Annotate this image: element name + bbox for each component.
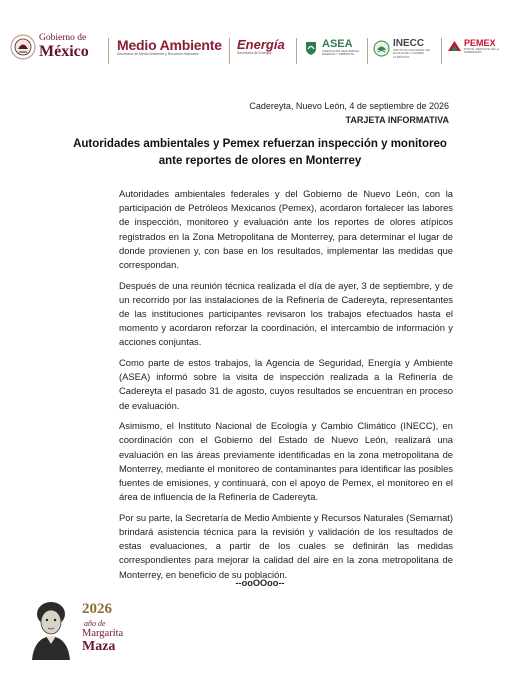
place-date: Cadereyta, Nuevo León, 4 de septiembre de 2026: [249, 101, 449, 111]
gobierno-line2: México: [39, 42, 89, 60]
footer-year: 2026: [82, 601, 112, 617]
energia-subtitle: Secretaría de Energía: [237, 51, 272, 55]
document-body: [119, 187, 453, 588]
inecc-subtitle: INSTITUTO NACIONAL DE ECOLOGÍA Y CAMBIO CLIMÁTICO: [393, 48, 430, 59]
medio-ambiente-logo: [117, 37, 222, 57]
pemex-subtitle: POR EL RESCATE DE LA SOBERANÍA: [464, 47, 500, 55]
paragraph: Como parte de estos trabajos, la Agencia de Seguridad, Energía y Ambiente (ASEA) informó sobre la visita de inspección realizada a la Refinería de Cadereyta el pasado 31 de agosto, cuyos resultados se encuentran en proceso de evaluación.: [119, 357, 453, 411]
portrait-icon: [24, 598, 78, 660]
pemex-title: PEMEX: [464, 38, 496, 48]
asea-emblem-icon: [303, 40, 319, 56]
asea-logo: [303, 39, 370, 57]
footer-emblem: [24, 598, 184, 660]
divider: [441, 38, 442, 64]
paragraph: Por su parte, la Secretaría de Medio Ambiente y Recursos Naturales (Semarnat) brindará asistencia técnica para la revisión y validación de los resultados de estas evaluaciones, a partir de los cuales se definirán las medidas correspondientes para mejorar la calidad del aire en la zona metropolitana de Monterrey, en beneficio de su población.: [119, 511, 454, 580]
document-type: TARJETA INFORMATIVA: [345, 115, 449, 125]
document-meta: [249, 99, 449, 127]
inecc-title: INECC: [393, 38, 425, 49]
gobierno-line1: Gobierno de: [39, 33, 87, 44]
footer-name-line2: Maza: [82, 639, 116, 654]
energia-logo: [237, 37, 285, 56]
pemex-logo: [447, 39, 508, 55]
divider: [229, 38, 230, 64]
closing-mark: --ooOOoo--: [235, 578, 285, 588]
inecc-globe-icon: [373, 40, 390, 57]
header-logos: [0, 0, 519, 70]
footer-of: año de: [84, 619, 106, 628]
pemex-eagle-icon: [447, 39, 462, 54]
energia-title: Energía: [237, 37, 285, 52]
divider: [367, 38, 368, 64]
asea-subtitle: AGENCIA DE SEGURIDAD, ENERGÍA Y AMBIENTE: [322, 49, 360, 57]
medio-ambiente-subtitle: Secretaría de Medio Ambiente y Recursos Naturales: [117, 52, 199, 56]
asea-title: ASEA: [322, 38, 353, 50]
paragraph: Autoridades ambientales federales y del Gobierno de Nuevo León, con la participación de Petróleos Mexicanos (Pemex), acordaron fortalecer las labores de inspección, monitoreo y evaluación ante los reportes de olores atípicos registrados en la Zona Metropolitana de Monterrey, para determinar el lugar de donde provienen y, con base en los resultados, implementar las medidas que correspondan.: [119, 188, 453, 271]
gobierno-de-mexico-logo: [10, 34, 89, 60]
medio-ambiente-title: Medio Ambiente: [117, 37, 222, 53]
footer-name-line1: Margarita: [82, 628, 124, 639]
paragraph: Asimismo, el Instituto Nacional de Ecología y Cambio Climático (INECC), en coordinación con el Gobierno del Estado de Nuevo León, realizará una evaluación en las áreas previamente identificadas en la zona metropolitana de Monterrey, mediante el monitoreo de contaminantes para identificar las posibles fuentes de emisiones, y continuará, con el apoyo de Pemex, el monitoreo en el área de influencia de la Refinería de Cadereyta.: [119, 420, 453, 503]
paragraph: Después de una reunión técnica realizada el día de ayer, 3 de septiembre, y de un recorrido por las instalaciones de la Refinería de Cadereyta, representantes de las instituciones participantes revisaron los trabajos efectuados hasta el momento y acordaron reforzar la coordinación, el intercambio de información y acciones conjuntas.: [119, 279, 453, 348]
divider: [108, 38, 109, 64]
document-title: Autoridades ambientales y Pemex refuerzan inspección y monitoreo ante reportes de olores en Monterrey: [73, 138, 447, 167]
coat-of-arms-icon: [10, 34, 36, 60]
divider: [296, 38, 297, 64]
inecc-logo: [373, 39, 439, 59]
